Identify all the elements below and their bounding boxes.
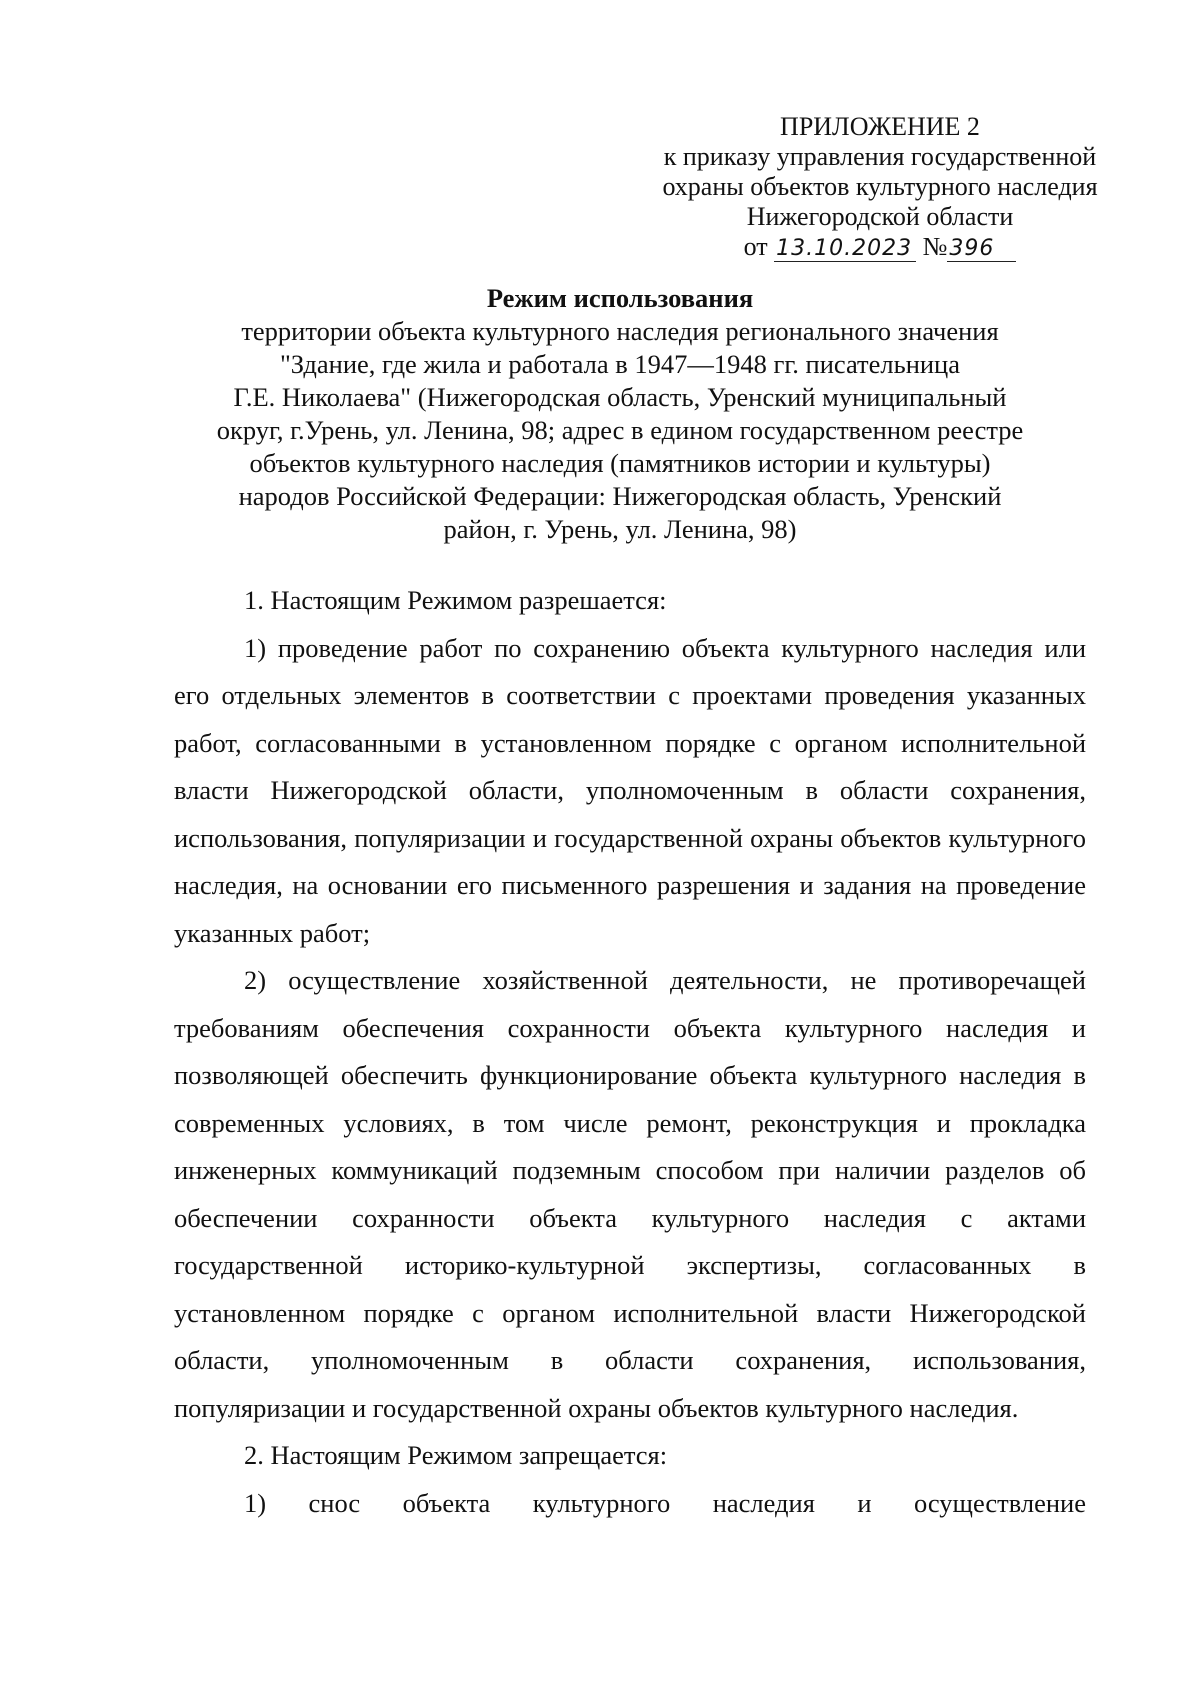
appendix-line: охраны объектов культурного наследия — [662, 172, 1098, 201]
title-line: народов Российской Федерации: Нижегородская область, Уренский — [238, 481, 1002, 511]
order-reference — [660, 232, 1100, 264]
section-1-item-2: 2) осуществление хозяйственной деятельности, не противоречащей требованиям обеспечения сохранности объекта культурного наследия и позволяющей обеспечить функционирование объекта культурного наследия в современных условиях, в том числе ремонт, реконструкция и прокладка инженерных коммуникаций подземным способом при наличии разделов об обеспечении сохранности объекта культурного наследия с актами государственной историко-культурной экспертизы, согласованных в установленном порядке с органом исполнительной власти Нижегородской области, уполномоченным в области сохранения, использования, популяризации и государственной охраны объектов культурного наследия. — [174, 965, 1086, 1423]
section-2-heading: 2. Настоящим Режимом запрещается: — [244, 1440, 668, 1470]
title-line: округ, г.Урень, ул. Ленина, 98; адрес в едином государственном реестре — [216, 415, 1024, 445]
date-prefix: от — [743, 232, 768, 261]
title-line: "Здание, где жила и работала в 1947—1948 гг. писательница — [279, 349, 961, 379]
handwritten-date: 13.10.2023 — [774, 236, 916, 262]
appendix-line: к приказу управления государственной — [663, 142, 1097, 171]
section-1-heading: 1. Настоящим Режимом разрешается: — [244, 585, 667, 615]
title-line: территории объекта культурного наследия регионального значения — [241, 316, 999, 346]
appendix-line: Нижегородской области — [746, 202, 1014, 231]
title-line: район, г. Урень, ул. Ленина, 98) — [443, 514, 797, 544]
appendix-title: ПРИЛОЖЕНИЕ 2 — [780, 112, 980, 141]
title-line: объектов культурного наследия (памятников истории и культуры) — [249, 448, 991, 478]
number-prefix: № — [922, 232, 948, 261]
document-title — [150, 282, 1090, 546]
section-2-item-1: 1) снос объекта культурного наследия и осуществление — [244, 1487, 1086, 1518]
section-1-item-1: 1) проведение работ по сохранению объекта культурного наследия или его отдельных элементов в соответствии с проектами проведения указанных работ, согласованными в установленном порядке с органом исполнительной власти Нижегородской области, уполномоченным в области сохранения, использования, популяризации и государственной охраны объектов культурного наследия, на основании его письменного разрешения и задания на проведение указанных работ; — [174, 632, 1086, 948]
title-line: Г.Е. Николаева" (Нижегородская область, Уренский муниципальный — [233, 382, 1007, 412]
document-body — [174, 577, 1086, 1527]
appendix-header — [660, 112, 1100, 264]
title-heading: Режим использования — [486, 283, 754, 313]
handwritten-number: 396 — [947, 236, 1016, 262]
